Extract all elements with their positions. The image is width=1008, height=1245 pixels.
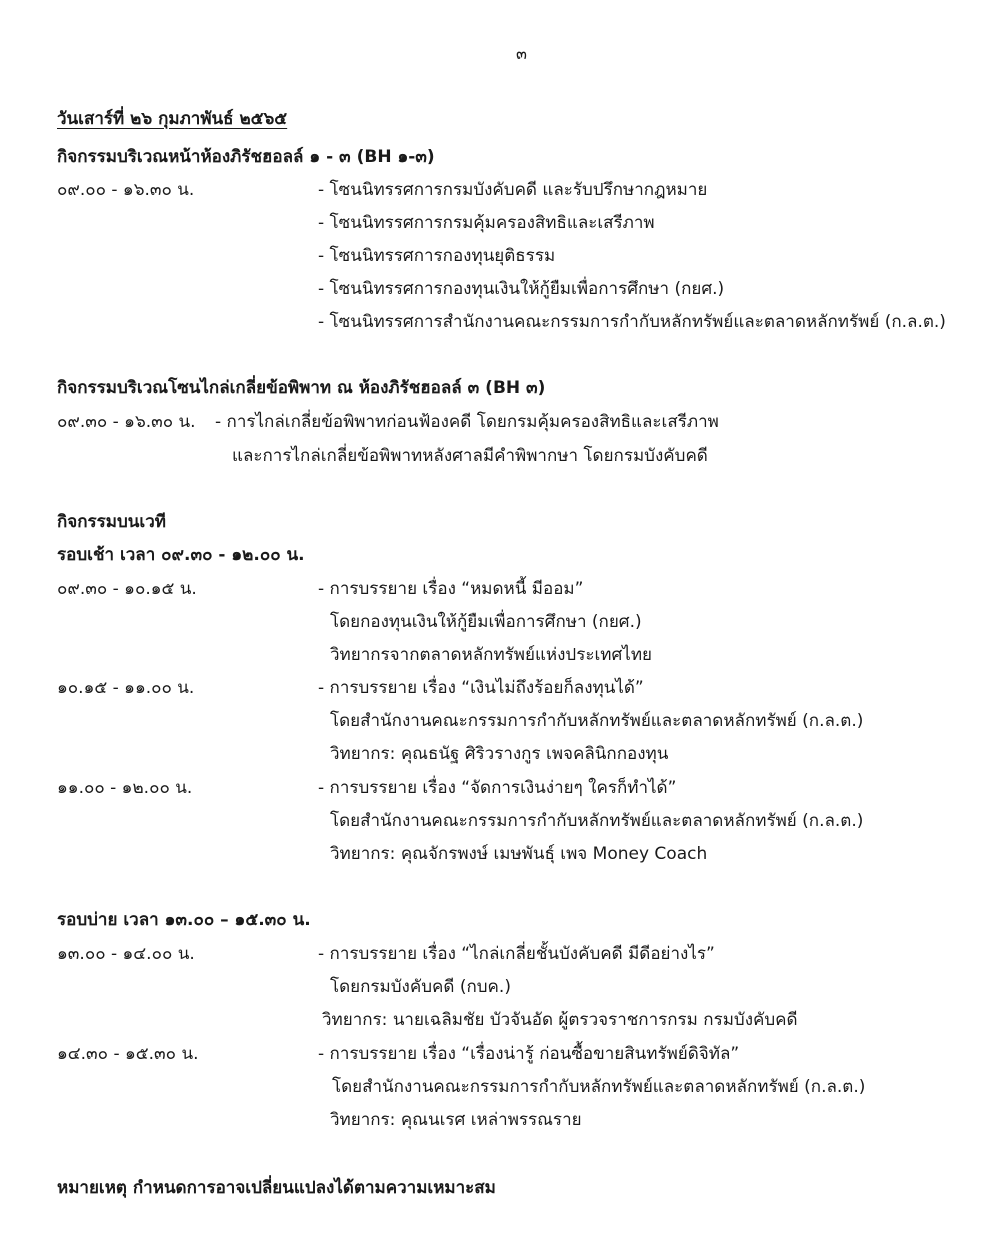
session-title: - การบรรยาย เรื่อง “จัดการเงินง่ายๆ ใครก็ทำได้” bbox=[318, 778, 677, 798]
section2-line: และการไกล่เกลี่ยข้อพิพาทหลังศาลมีคำพิพากษา โดยกรมบังคับคดี bbox=[232, 446, 708, 466]
section1-item: - โซนนิทรรศการกรมบังคับคดี และรับปรึกษากฎหมาย bbox=[318, 180, 708, 200]
session-time: ๑๔.๓๐ - ๑๕.๓๐ น. bbox=[57, 1044, 199, 1064]
session-time: ๐๙.๓๐ - ๑๐.๑๕ น. bbox=[57, 579, 197, 599]
session-time: ๑๑.๐๐ - ๑๒.๐๐ น. bbox=[57, 778, 193, 798]
section2-heading: กิจกรรมบริเวณโซนไกล่เกลี่ยข้อพิพาท ณ ห้องภิรัชฮอลล์ ๓ (BH ๓) bbox=[57, 378, 546, 398]
session-speaker: วิทยากร: คุณธนัฐ ศิริวรางกูร เพจคลินิกกองทุน bbox=[330, 744, 669, 764]
section1-item: - โซนนิทรรศการกรมคุ้มครองสิทธิและเสรีภาพ bbox=[318, 213, 655, 233]
section1-time: ๐๙.๐๐ - ๑๖.๓๐ น. bbox=[57, 180, 195, 200]
session-title: - การบรรยาย เรื่อง “เรื่องน่ารู้ ก่อนซื้อขายสินทรัพย์ดิจิทัล” bbox=[318, 1044, 740, 1064]
note: หมายเหตุ กำหนดการอาจเปลี่ยนแปลงได้ตามความเหมาะสม bbox=[57, 1178, 496, 1198]
session-speaker: วิทยากร: คุณจักรพงษ์ เมษพันธุ์ เพจ Money Coach bbox=[330, 844, 708, 864]
session-organizer: โดยสำนักงานคณะกรรมการกำกับหลักทรัพย์และตลาดหลักทรัพย์ (ก.ล.ต.) bbox=[332, 1077, 866, 1097]
date-heading: วันเสาร์ที่ ๒๖ กุมภาพันธ์ ๒๕๖๕ bbox=[57, 109, 288, 129]
section2-time: ๐๙.๓๐ - ๑๖.๓๐ น. bbox=[57, 412, 196, 432]
session-time: ๑๓.๐๐ - ๑๔.๐๐ น. bbox=[57, 944, 195, 964]
session-speaker: วิทยากร: นายเฉลิมชัย บัวจันอัด ผู้ตรวจราชการกรม กรมบังคับคดี bbox=[322, 1010, 798, 1030]
section1-item: - โซนนิทรรศการกองทุนยุติธรรม bbox=[318, 246, 556, 266]
afternoon-heading: รอบบ่าย เวลา ๑๓.๐๐ – ๑๕.๓๐ น. bbox=[57, 910, 311, 930]
session-speaker: วิทยากรจากตลาดหลักทรัพย์แห่งประเทศไทย bbox=[330, 645, 652, 665]
session-organizer: โดยกรมบังคับคดี (กบค.) bbox=[330, 977, 511, 997]
morning-heading: รอบเช้า เวลา ๐๙.๓๐ - ๑๒.๐๐ น. bbox=[57, 545, 305, 565]
section1-heading: กิจกรรมบริเวณหน้าห้องภิรัชฮอลล์ ๑ - ๓ (BH ๑-๓) bbox=[57, 147, 435, 167]
session-time: ๑๐.๑๕ - ๑๑.๐๐ น. bbox=[57, 678, 195, 698]
stage-heading: กิจกรรมบนเวที bbox=[57, 512, 166, 532]
section1-item: - โซนนิทรรศการกองทุนเงินให้กู้ยืมเพื่อการศึกษา (กยศ.) bbox=[318, 279, 725, 299]
session-title: - การบรรยาย เรื่อง “ไกล่เกลี่ยชั้นบังคับคดี มีดีอย่างไร” bbox=[318, 944, 715, 964]
session-title: - การบรรยาย เรื่อง “หมดหนี้ มีออม” bbox=[318, 579, 584, 599]
section1-item: - โซนนิทรรศการสำนักงานคณะกรรมการกำกับหลักทรัพย์และตลาดหลักทรัพย์ (ก.ล.ต.) bbox=[318, 312, 946, 332]
session-organizer: โดยสำนักงานคณะกรรมการกำกับหลักทรัพย์และตลาดหลักทรัพย์ (ก.ล.ต.) bbox=[330, 711, 864, 731]
page-number: ๓ bbox=[516, 44, 527, 63]
session-speaker: วิทยากร: คุณนเรศ เหล่าพรรณราย bbox=[330, 1110, 582, 1130]
section2-line: - การไกล่เกลี่ยข้อพิพาทก่อนฟ้องคดี โดยกรมคุ้มครองสิทธิและเสรีภาพ bbox=[215, 412, 719, 432]
session-organizer: โดยกองทุนเงินให้กู้ยืมเพื่อการศึกษา (กยศ.) bbox=[330, 612, 642, 632]
session-title: - การบรรยาย เรื่อง “เงินไม่ถึงร้อยก็ลงทุนได้” bbox=[318, 678, 644, 698]
session-organizer: โดยสำนักงานคณะกรรมการกำกับหลักทรัพย์และตลาดหลักทรัพย์ (ก.ล.ต.) bbox=[330, 811, 864, 831]
